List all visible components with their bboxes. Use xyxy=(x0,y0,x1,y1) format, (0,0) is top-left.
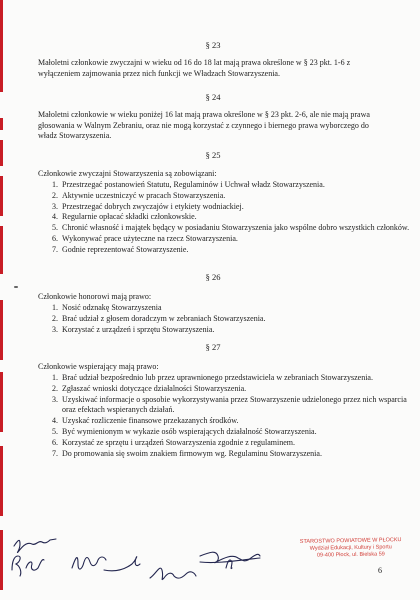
list-item: 4. Uzyskać rozliczenie finansowe przekazanych środków. xyxy=(60,416,410,427)
page-number: 6 xyxy=(378,566,382,575)
section-27-intro: Członkowie wspierający mają prawo: xyxy=(38,362,159,371)
list-item: 7. Do promowania się swoim znakiem firmowym wg. Regulaminu Stowarzyszenia. xyxy=(60,449,410,460)
list-item: 6. Wykonywać prace użyteczne na rzecz Stowarzyszenia. xyxy=(60,234,410,245)
stamp-line-3: 09-400 Płock, ul. Bielska 59 xyxy=(316,551,385,559)
section-23-heading: § 23 xyxy=(205,40,221,50)
list-item: 6. Korzystać ze sprzętu i urządzeń Stowarzyszenia zgodnie z regulaminem. xyxy=(60,438,410,449)
section-23-body: Małoletni członkowie zwyczajni w wieku od 16 do 18 lat mają prawa określone w § 23 pkt. 1-6 z wyłączeniem zajmowania przez nich funkcji we Władzach Stowarzyszenia. xyxy=(38,58,351,78)
list-item: 3. Przestrzegać dobrych zwyczajów i etykiety wodniackiej. xyxy=(60,202,410,213)
section-25-heading: § 25 xyxy=(205,150,221,160)
section-25-list xyxy=(38,180,410,256)
list-item: 7. Godnie reprezentować Stowarzyszenie. xyxy=(60,245,410,256)
list-item: 5. Być wymienionym w wykazie osób wspierających działalność Stowarzyszenia. xyxy=(60,427,410,438)
section-26-heading: § 26 xyxy=(205,272,221,282)
section-26-list xyxy=(38,303,410,335)
section-26-intro: Członkowie honorowi mają prawo: xyxy=(38,292,152,301)
section-27-list xyxy=(38,373,410,459)
margin-red-marks xyxy=(0,0,3,600)
stamp-line-1: STAROSTWO POWIATOWE W PŁOCKU xyxy=(299,537,402,545)
list-item: 1. Brać udział bezpośrednio lub przez uprawnionego przedstawiciela w zebraniach Stowarzyszenia. xyxy=(60,373,410,384)
list-item: 5. Chronić własność i majątek będący w posiadaniu Stowarzyszenia jako wspólne dobro wszystkich członków. xyxy=(60,223,410,234)
list-item: 4. Regularnie opłacać składki członkowskie. xyxy=(60,212,410,223)
signature-strokes xyxy=(12,539,260,580)
section-27-heading: § 27 xyxy=(205,342,221,352)
list-item: 3. Korzystać z urządzeń i sprzętu Stowarzyszenia. xyxy=(60,325,410,336)
section-24-heading: § 24 xyxy=(205,92,221,102)
list-item: 1. Przestrzegać postanowień Statutu, Regulaminów i Uchwał władz Stowarzyszenia. xyxy=(60,180,410,191)
list-item: 2. Brać udział z głosem doradczym w zebraniach Stowarzyszenia. xyxy=(60,314,410,325)
list-item: 3. Uzyskiwać informacje o sposobie wykorzystywania przez Stowarzyszenie udzielonego przez nich wsparcia oraz efektach wspieranych działań. xyxy=(60,395,410,417)
list-item: 1. Nosić odznakę Stowarzyszenia xyxy=(60,303,410,314)
list-item: 2. Zgłaszać wnioski dotyczące działalności Stowarzyszenia. xyxy=(60,384,410,395)
section-24-body: Małoletni członkowie w wieku poniżej 16 lat mają prawa określone w § 23 pkt. 2-6, ale nie mają prawa głosowania w Walnym Zebraniu, oraz nie mogą korzystać z czynnego i biernego prawa wyborczego do władz Stowarzyszenia. xyxy=(38,110,370,140)
punch-mark xyxy=(14,286,18,288)
section-25-intro: Członkowie zwyczajni Stowarzyszenia są zobowiązani: xyxy=(38,169,217,178)
list-item: 2. Aktywnie uczestniczyć w pracach Stowarzyszenia. xyxy=(60,191,410,202)
stamp-line-2: Wydział Edukacji, Kultury i Sportu xyxy=(309,544,392,552)
official-stamp xyxy=(296,537,407,585)
